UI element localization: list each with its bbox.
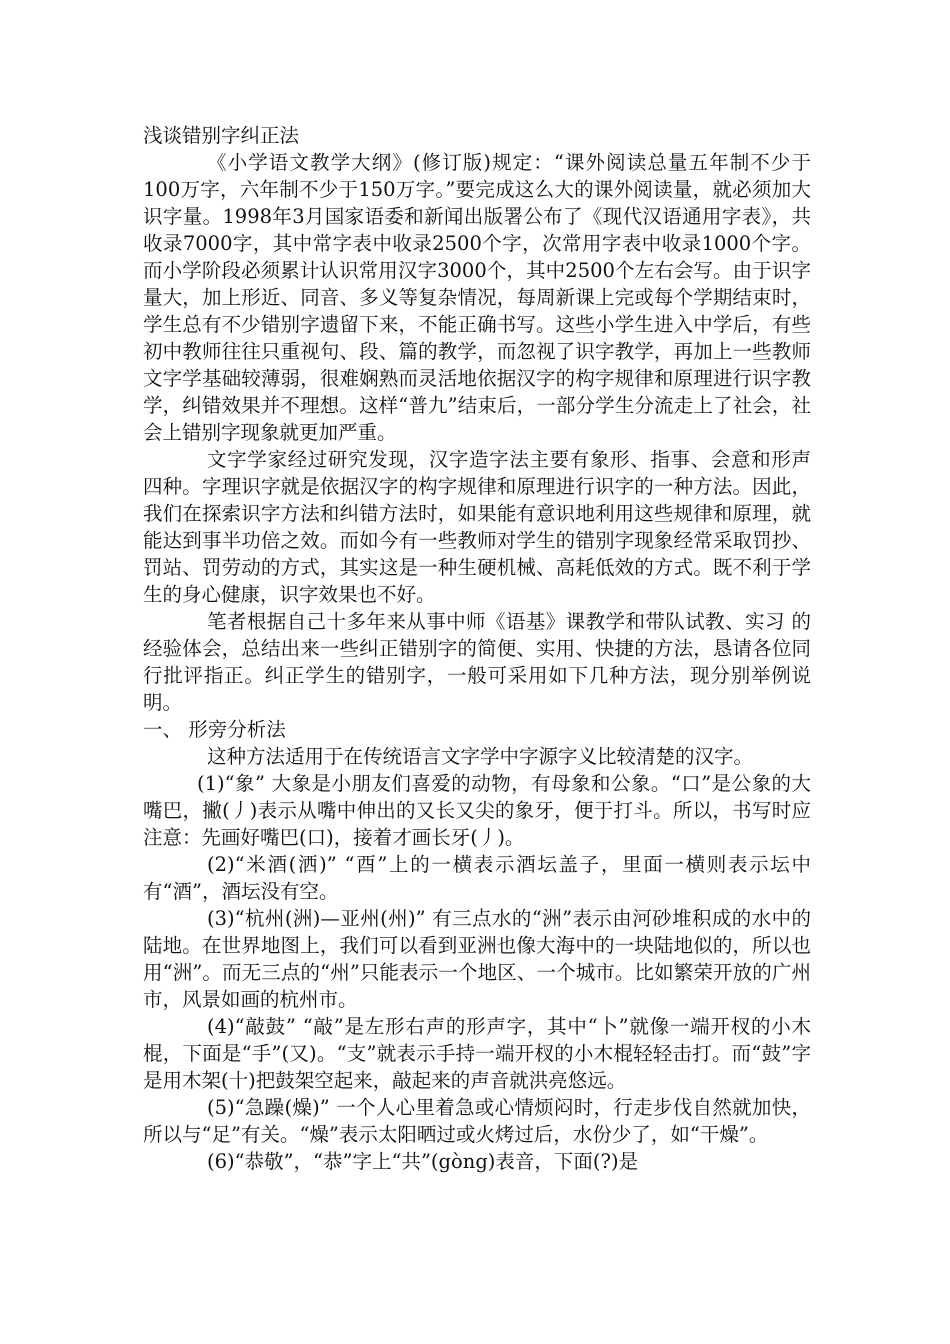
section-heading: 一、 形旁分析法 — [143, 718, 286, 741]
section-intro: 这种方法适用于在传统语言文字学中字源字义比较清楚的汉字。 — [207, 745, 754, 768]
example-item: (2)“米酒(洒)” “酉”上的一横表示酒坛盖子，里面一横则表示坛中有“酒”，酒坛没有空。 — [143, 853, 811, 903]
example-item: (3)“杭州(洲)—亚州(州)” 有三点水的“洲”表示由河砂堆积成的水中的陆地。在世界地图上，我们可以看到亚洲也像大海中的一块陆地似的，所以也用“洲”。而无三点的“州”只能表示一个地区、一个城市。比如繁荣开放的广州市，风景如画的杭州市。 — [143, 907, 811, 1011]
paragraph-character-formation: 文字学家经过研究发现，汉字造字法主要有象形、指事、会意和形声四种。字理识字就是依据汉字的构字规律和原理进行识字的一种方法。因此，我们在探索识字方法和纠错方法时，如果能有意识地利用这些规律和原理，就能达到事半功倍之效。而如今有一些教师对学生的错别字现象经常采取罚抄、罚站、罚劳动的方式，其实这是一种生硬机械、高耗低效的方式。既不利于学生的身心健康，识字效果也不好。 — [143, 448, 811, 606]
example-item: (5)“急躁(燥)” 一个人心里着急或心情烦闷时，行走步伐自然就加快，所以与“足”有关。“燥”表示太阳晒过或火烤过后，水份少了，如“干燥”。 — [143, 1096, 811, 1146]
document-title: 浅谈错别字纠正法 — [143, 124, 300, 147]
example-item: (4)“敲鼓” “敲”是左形右声的形声字，其中“卜”就像一端开杈的小木棍，下面是“手”(又)。“支”就表示手持一端开杈的小木棍轻轻击打。而“鼓”字是用木架(十)把鼓架空起来，敲起来的声音就洪亮悠远。 — [143, 1015, 811, 1092]
example-item: (1)“象” 大象是小朋友们喜爱的动物，有母象和公象。“口”是公象的大嘴巴，撇(丿)表示从嘴中伸出的又长又尖的象牙，便于打斗。所以，书写时应注意：先画好嘴巴(口)，接着才画长牙(丿)。 — [143, 772, 811, 849]
example-item: (6)“恭敬”，“恭”字上“共”(gòng)表音，下面(?)是 — [207, 1150, 639, 1173]
paragraph-author-experience: 笔者根据自己十多年来从事中师《语基》课教学和带队试教、实习 的经验体会，总结出来一些纠正错别字的简便、实用、快捷的方法，恳请各位同行批评指正。纠正学生的错别字，一般可采用如下几种方法，现分别举例说明。 — [143, 610, 811, 714]
paragraph-syllabus: 《小学语文教学大纲》(修订版)规定：“课外阅读总量五年制不少于100万字，六年制不少于150万字。”要完成这么大的课外阅读量，就必须加大识字量。1998年3月国家语委和新闻出版署公布了《现代汉语通用字表》，共收录7000字，其中常字表中收录2500个字，次常用字表中收录1000个字。而小学阶段必须累计认识常用汉字3000个，其中2500个左右会写。由于识字量大，加上形近、同音、多义等复杂情况，每周新课上完或每个学期结束时，学生总有不少错别字遗留下来，不能正确书写。这些小学生进入中学后，有些初中教师往往只重视句、段、篇的教学，而忽视了识字教学，再加上一些教师文字学基础较薄弱，很难娴熟而灵活地依据汉字的构字规律和原理进行识字教学，纠错效果并不理想。这样“普九”结束后，一部分学生分流走上了社会，社会上错别字现象就更加严重。 — [143, 151, 811, 444]
document-page — [143, 122, 811, 1175]
